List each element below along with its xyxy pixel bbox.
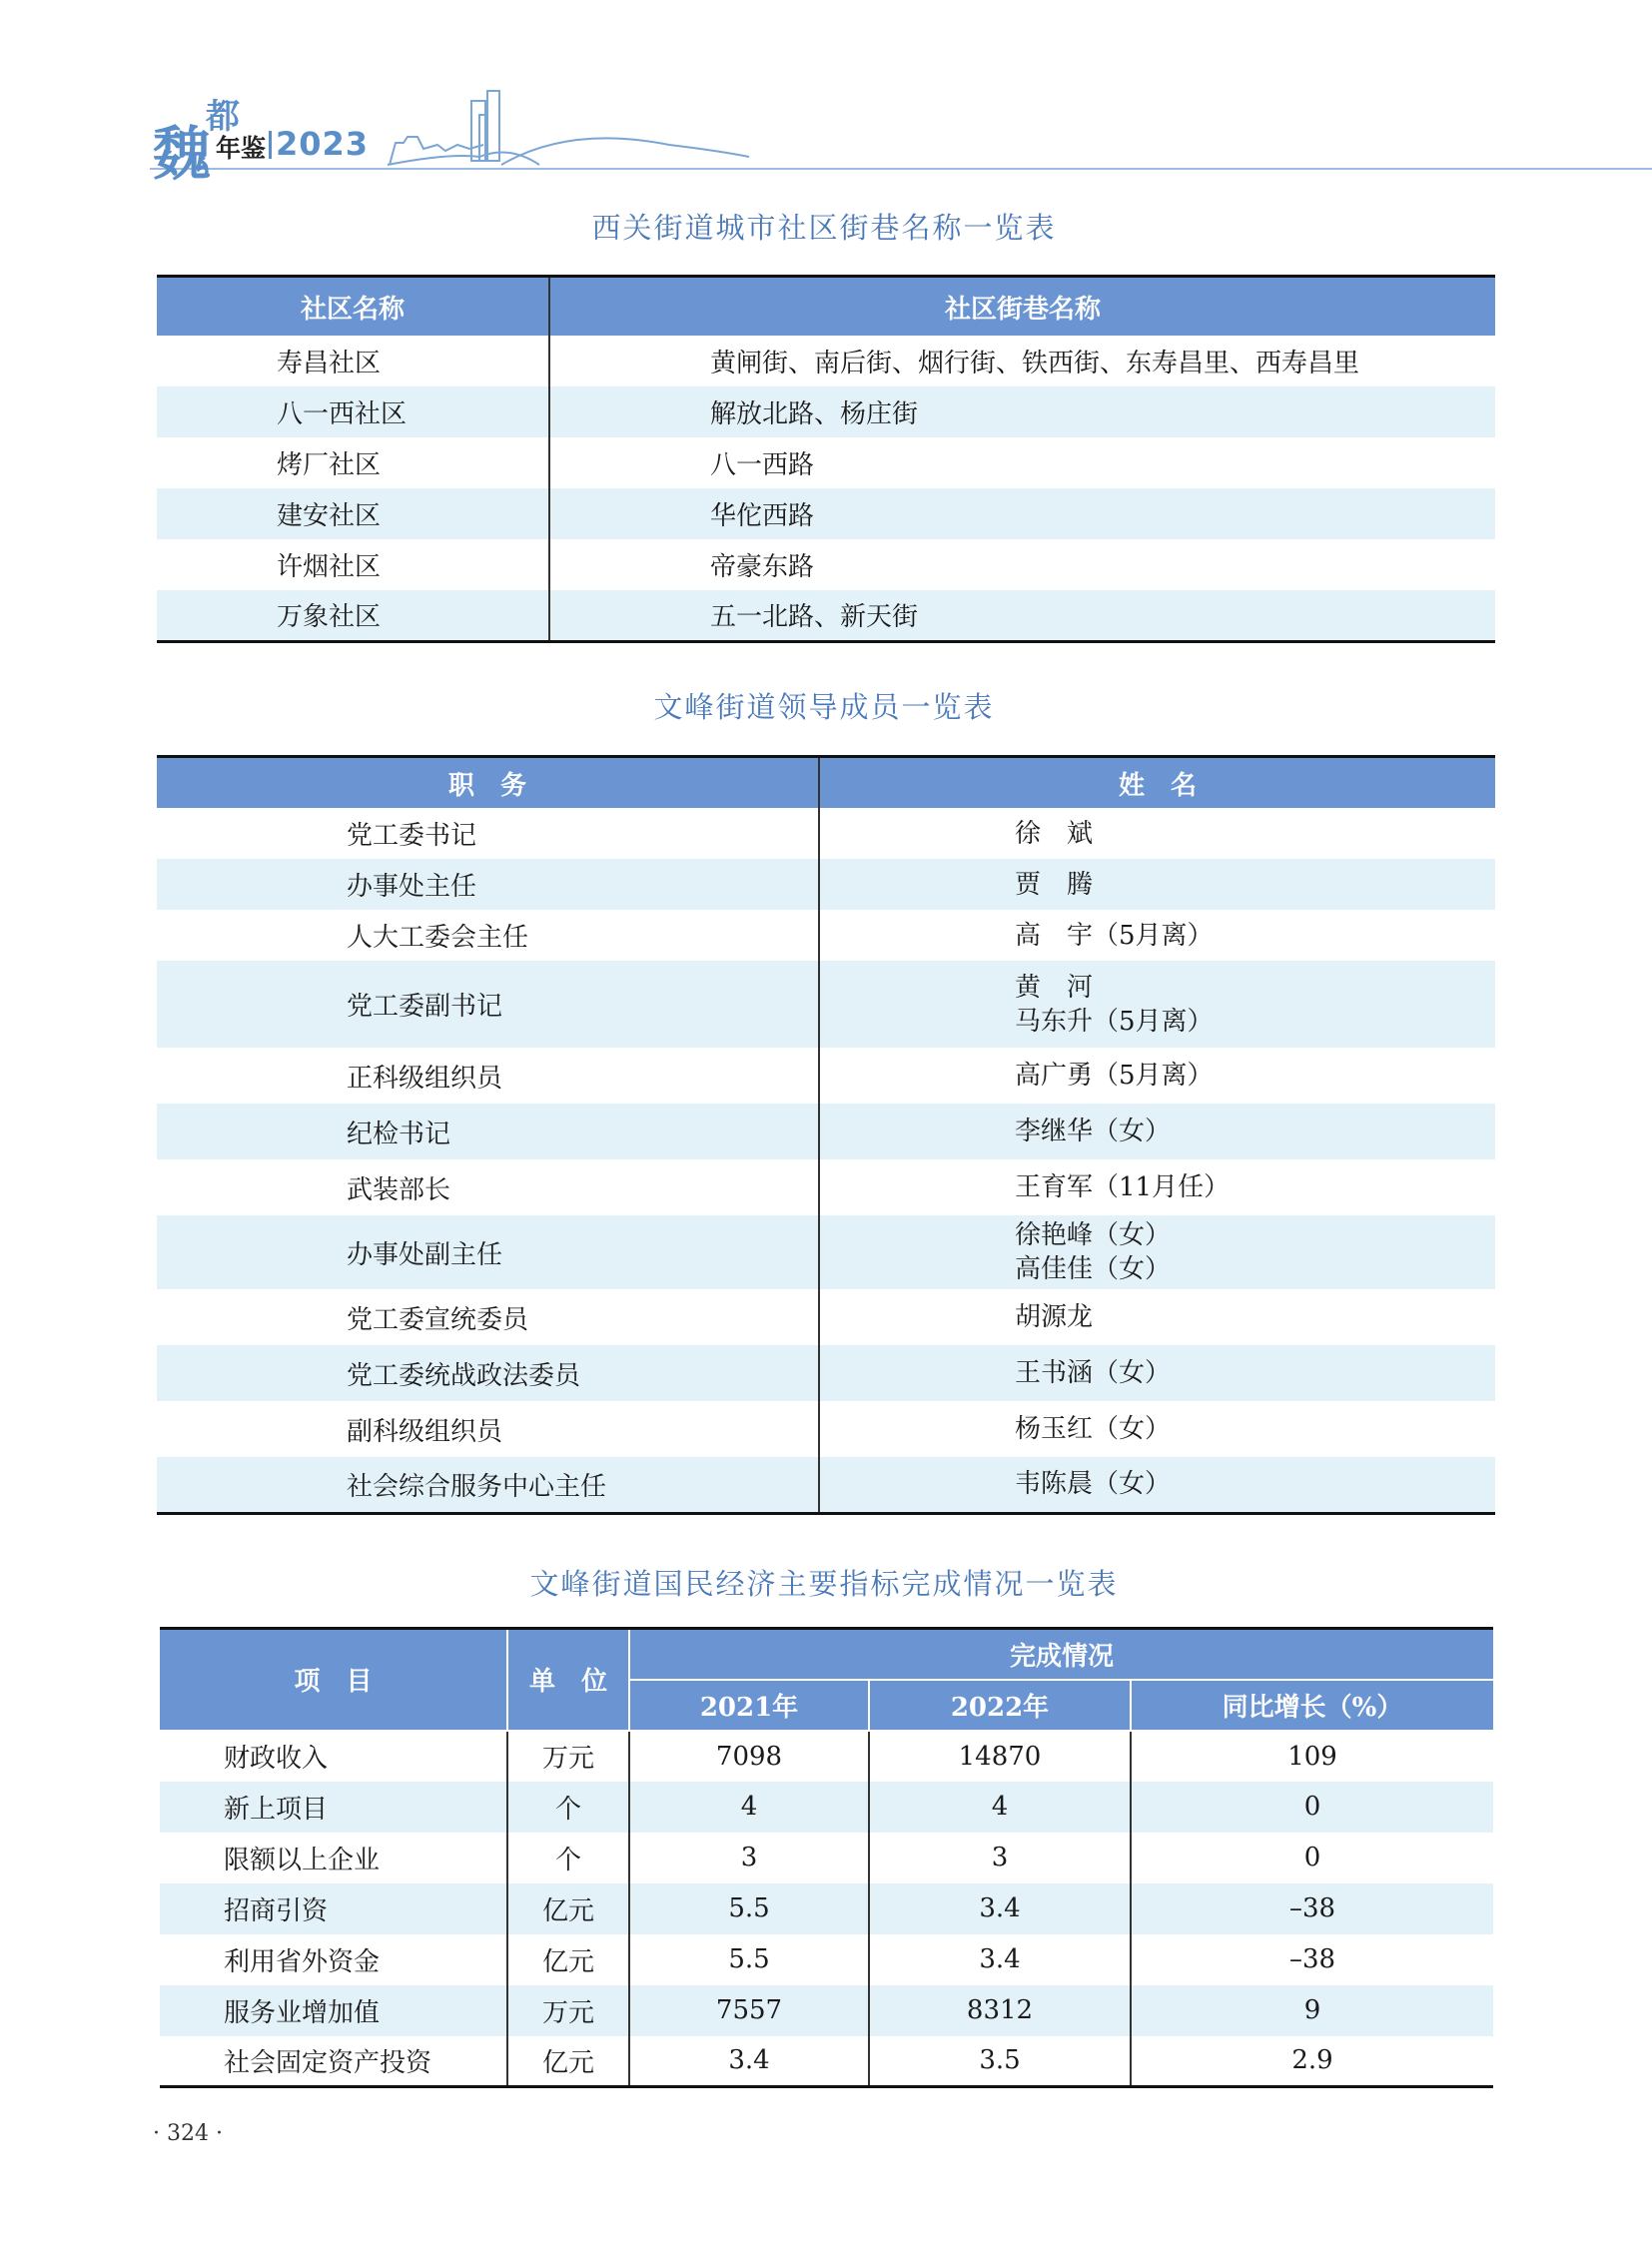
person-name: 李继华（女） (819, 1104, 1495, 1159)
community-name: 许烟社区 (277, 552, 382, 582)
indicator-name: 招商引资 (160, 1883, 507, 1934)
col-header-item: 项 目 (160, 1629, 507, 1731)
table-row (157, 1289, 1495, 1345)
yearbook-header (150, 85, 1652, 188)
indicator-name: 限额以上企业 (224, 1845, 381, 1875)
col-header-community: 社区名称 (157, 277, 549, 337)
table-community-streets (157, 275, 1495, 643)
street-names: 解放北路、杨庄街 (549, 386, 1495, 437)
person-name: 徐 斌 (819, 808, 1495, 859)
logo-year: 2023 (276, 125, 370, 163)
table-row (157, 808, 1495, 859)
indicator-name: 利用省外资金 (224, 1946, 381, 1977)
col-header-streets: 社区街巷名称 (549, 277, 1495, 337)
table-row (157, 1048, 1495, 1104)
person-name: 杨玉红（女） (819, 1401, 1495, 1457)
street-names: 华佗西路 (549, 488, 1495, 539)
value-2022: 4 (869, 1782, 1131, 1833)
table-row (157, 1104, 1495, 1159)
table-row (160, 1782, 1493, 1833)
table-header-row (157, 277, 1495, 337)
position: 办事处主任 (157, 859, 819, 910)
table-row (157, 1159, 1495, 1215)
position: 党工委书记 (347, 821, 477, 851)
table-row (160, 1985, 1493, 2036)
position: 党工委宣统委员 (347, 1304, 529, 1335)
table-row (157, 590, 1495, 641)
growth-value: 0 (1131, 1782, 1493, 1833)
person-name: 黄 河 (1015, 972, 1094, 1003)
table3-title: 文峰街道国民经济主要指标完成情况一览表 (529, 1567, 1119, 1601)
growth-value: 109 (1131, 1731, 1493, 1782)
person-name: 徐艳峰（女） (1015, 1220, 1172, 1250)
table-row (157, 961, 1495, 1048)
growth-value: 2.9 (1131, 2036, 1493, 2087)
col-header-2021: 2021年 (629, 1680, 869, 1731)
indicator-name: 社会固定资产投资 (224, 2047, 432, 2078)
position: 纪检书记 (157, 1104, 819, 1159)
logo-du-glyph: 都 (206, 97, 240, 137)
indicator-name: 服务业增加值 (160, 1985, 507, 2036)
community-name: 八一西社区 (157, 386, 549, 437)
table1-title: 西关街道城市社区街巷名称一览表 (591, 211, 1057, 245)
growth-value: 9 (1131, 1985, 1493, 2036)
indicator-name: 财政收入 (224, 1744, 329, 1774)
unit-cell: 亿元 (507, 1883, 629, 1934)
table-row (157, 488, 1495, 539)
table-row (157, 437, 1495, 488)
community-name: 万象社区 (157, 590, 549, 641)
page-number: · 324 · (153, 2121, 223, 2146)
person-names (819, 961, 1495, 1048)
unit-cell: 万元 (507, 1731, 629, 1782)
table-row (157, 859, 1495, 910)
col-header-completion: 完成情况 (629, 1629, 1493, 1680)
value-2021: 3 (629, 1833, 869, 1883)
table-row (160, 1883, 1493, 1934)
community-name: 寿昌社区 (277, 349, 382, 378)
community-name: 烤厂社区 (277, 450, 382, 480)
table-row (160, 2036, 1493, 2087)
value-2022: 3 (869, 1833, 1131, 1883)
value-2021: 4 (629, 1782, 869, 1833)
col-header-name: 姓 名 (819, 757, 1495, 809)
table-row (157, 910, 1495, 961)
table-row (157, 539, 1495, 590)
table2-title: 文峰街道领导成员一览表 (653, 690, 995, 724)
city-skyline-graphic (150, 85, 1652, 185)
person-name: 王育军（11月任） (819, 1159, 1495, 1215)
col-header-growth: 同比增长（%） (1131, 1680, 1493, 1731)
person-name: 韦陈晨（女） (819, 1457, 1495, 1513)
community-name: 建安社区 (157, 488, 549, 539)
table-row (157, 1215, 1495, 1289)
unit-cell: 亿元 (507, 2036, 629, 2087)
growth-value: –38 (1131, 1883, 1493, 1934)
value-2022: 3.5 (869, 2036, 1131, 2087)
growth-value: 0 (1131, 1833, 1493, 1883)
col-header-position: 职 务 (157, 757, 819, 809)
person-name: 高佳佳（女） (1015, 1254, 1172, 1284)
col-header-2022: 2022年 (869, 1680, 1131, 1731)
table-header-row (160, 1629, 1493, 1680)
person-names (819, 1215, 1495, 1289)
person-name: 高 宇（5月离） (819, 910, 1495, 961)
position: 副科级组织员 (347, 1416, 503, 1447)
value-2021: 5.5 (629, 1883, 869, 1934)
person-name: 王书涵（女） (819, 1345, 1495, 1401)
col-header-unit: 单 位 (507, 1629, 629, 1731)
table-leadership (157, 755, 1495, 1515)
table-header-row (157, 757, 1495, 809)
street-names: 帝豪东路 (549, 539, 1495, 590)
table-row (160, 1833, 1493, 1883)
person-name: 贾 腾 (819, 859, 1495, 910)
growth-value: –38 (1131, 1934, 1493, 1985)
value-2022: 3.4 (869, 1934, 1131, 1985)
street-names: 八一西路 (549, 437, 1495, 488)
table-economic-indicators (160, 1627, 1493, 2088)
indicator-name: 新上项目 (160, 1782, 507, 1833)
person-name: 马东升（5月离） (1015, 1006, 1214, 1037)
position: 党工委统战政法委员 (157, 1345, 819, 1401)
position: 社会综合服务中心主任 (157, 1457, 819, 1513)
value-2021: 7557 (629, 1985, 869, 2036)
person-name: 高广勇（5月离） (819, 1048, 1495, 1104)
street-names: 五一北路、新天街 (549, 590, 1495, 641)
table-row (157, 1401, 1495, 1457)
logo-nianjian-text: 年鉴 (216, 134, 267, 163)
unit-cell: 万元 (507, 1985, 629, 2036)
logo-wei-glyph: 魏 (153, 120, 208, 188)
logo-divider (269, 131, 272, 159)
position: 办事处副主任 (157, 1215, 819, 1289)
street-names: 黄闸街、南后街、烟行街、铁西街、东寿昌里、西寿昌里 (549, 336, 1495, 386)
position: 武装部长 (347, 1174, 451, 1205)
person-name: 胡源龙 (819, 1289, 1495, 1345)
table-row (157, 1457, 1495, 1513)
table-row (160, 1731, 1493, 1782)
unit-cell: 个 (507, 1782, 629, 1833)
value-2021: 3.4 (629, 2036, 869, 2087)
position: 正科级组织员 (347, 1063, 503, 1094)
position: 党工委副书记 (157, 961, 819, 1048)
table-row (157, 336, 1495, 386)
unit-cell: 亿元 (507, 1934, 629, 1985)
value-2021: 7098 (629, 1731, 869, 1782)
table-row (157, 1345, 1495, 1401)
unit-cell: 个 (507, 1833, 629, 1883)
table-row (157, 386, 1495, 437)
value-2022: 14870 (869, 1731, 1131, 1782)
value-2022: 8312 (869, 1985, 1131, 2036)
position: 人大工委会主任 (347, 923, 529, 953)
table-row (160, 1934, 1493, 1985)
value-2021: 5.5 (629, 1934, 869, 1985)
value-2022: 3.4 (869, 1883, 1131, 1934)
